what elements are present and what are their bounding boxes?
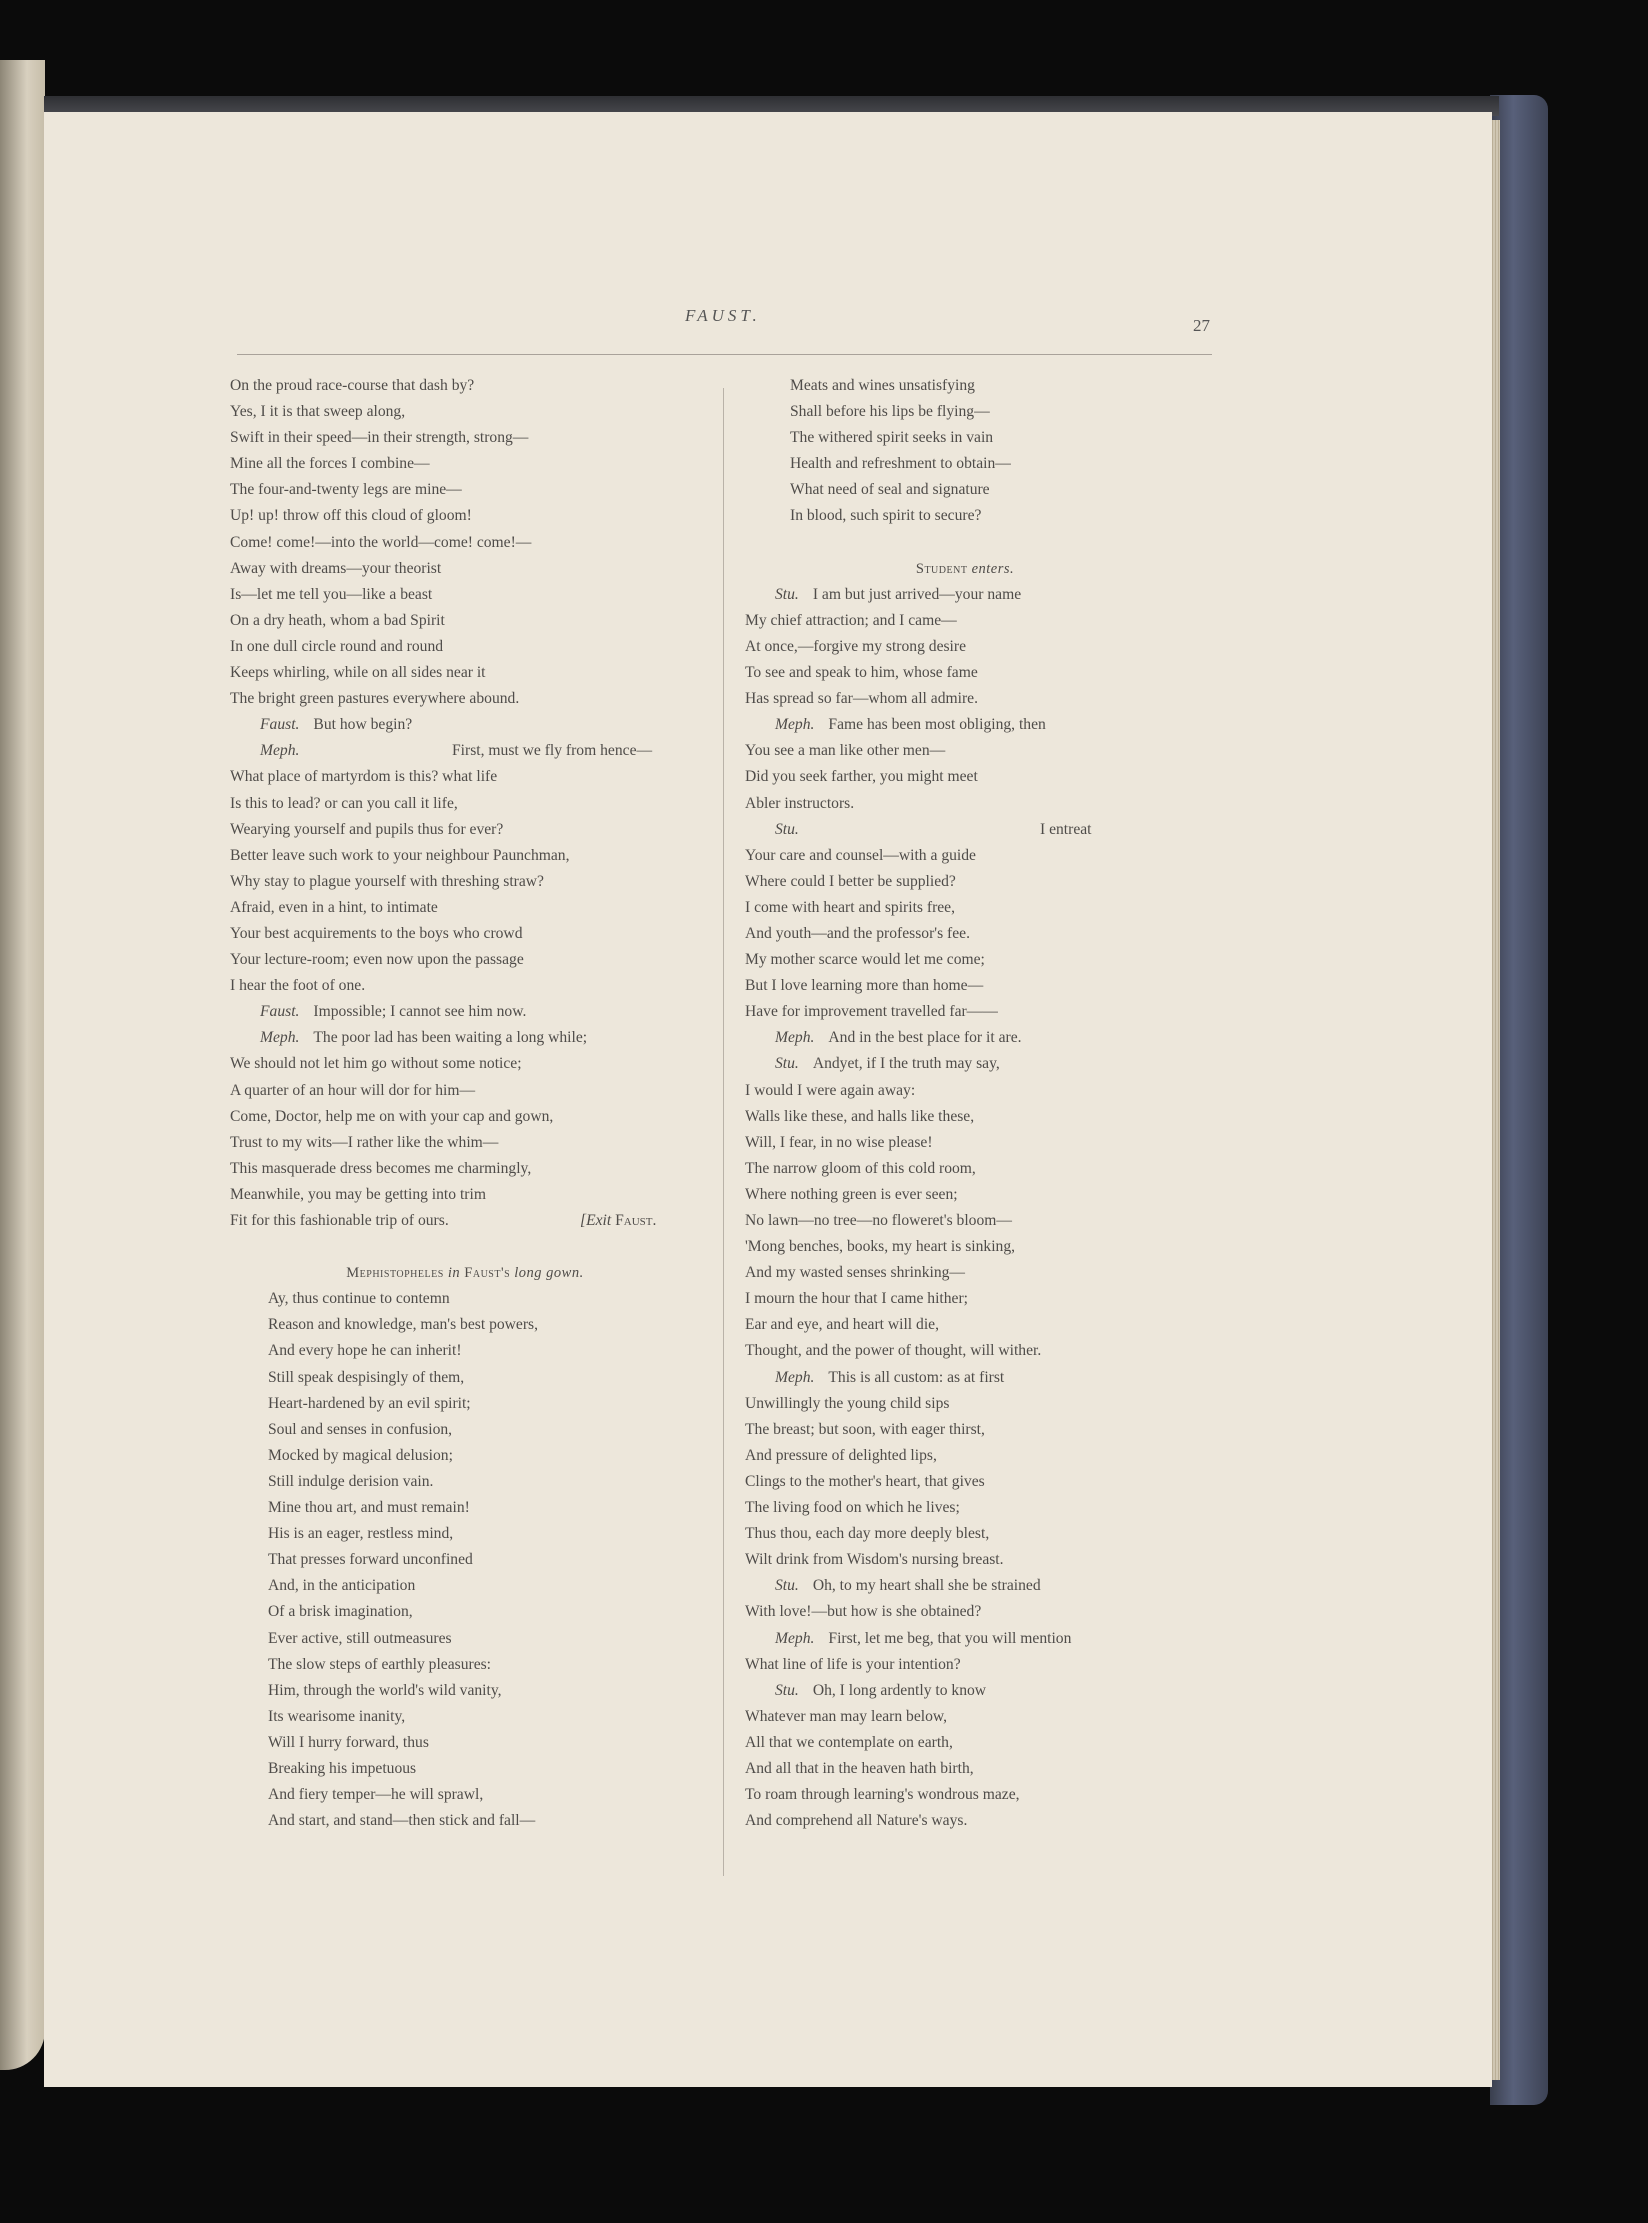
verse-line: But I love learning more than home— [745,977,984,995]
exit-line [230,1208,700,1234]
verse-line: The bright green pastures everywhere abound. [230,690,520,708]
verse-line: This masquerade dress becomes me charmingly, [230,1159,532,1177]
verse-line: Mine thou art, and must remain! [268,1499,470,1517]
verse-line: Soul and senses in confusion, [268,1420,453,1438]
speech-stu [745,1051,1185,1077]
verse-line: Afraid, even in a hint, to intimate [230,898,438,916]
speech-text: The poor lad has been waiting a long while; [313,1029,588,1047]
verse-line: Thought, and the power of thought, will wither. [745,1342,1042,1360]
speech-text: First, must we fly from hence— [452,742,653,760]
speech-meph [745,1365,1185,1391]
verse-line: Health and refreshment to obtain— [790,455,1011,473]
speech-text: And in the best place for it are. [828,1029,1022,1047]
verse-line: Did you seek farther, you might meet [745,768,978,786]
verse-line: Your lecture-room; even now upon the passage [230,951,524,969]
verse-block [745,1078,1185,1365]
verse-block [745,1704,1185,1834]
speaker: Meph. [260,742,300,760]
running-header [0,306,1648,336]
verse-line: You see a man like other men— [745,742,946,760]
verse-line: No lawn—no tree—no floweret's bloom— [745,1212,1012,1229]
verse-line: Still speak despisingly of them, [268,1368,465,1386]
verse-line: The living food on which he lives; [745,1499,960,1517]
verse-line: That presses forward unconfined [268,1551,473,1569]
verse-line: Your best acquirements to the boys who crowd [230,924,523,942]
speech-text: Fame has been most obliging, then [828,716,1046,734]
speech-meph [230,1025,700,1051]
speech-meph [230,738,700,764]
verse-block [230,764,700,999]
verse-line: Away with dreams—your theorist [230,559,442,577]
verse-line: Will I hurry forward, thus [268,1733,429,1751]
verse-line: 'Mong benches, books, my heart is sinking, [745,1238,1016,1256]
verse-block [745,373,1185,530]
verse-line: I would I were again away: [745,1081,916,1099]
verse-line: On a dry heath, whom a bad Spirit [230,611,445,629]
speech-faust [230,999,700,1025]
verse-line: To see and speak to him, whose fame [745,664,978,682]
verse-line: And pressure of delighted lips, [745,1446,937,1464]
verse-line: Where could I better be supplied? [745,872,956,890]
speaker: Faust. [260,1003,300,1021]
speech-text: This is all custom: as at first [828,1368,1005,1386]
running-title: FAUST. [685,306,761,325]
verse-line: And my wasted senses shrinking— [745,1264,966,1282]
verse-line: Why stay to plague yourself with threshing straw? [230,872,544,890]
speaker: Meph. [775,716,815,734]
verse-line: To roam through learning's wondrous maze, [745,1786,1020,1804]
verse-line: The breast; but soon, with eager thirst, [745,1420,985,1438]
verse-line: We should not let him go without some notice; [230,1055,522,1073]
verse-line: Keeps whirling, while on all sides near it [230,664,486,682]
speech-text: Impossible; I cannot see him now. [313,1003,527,1021]
verse-line: Come, Doctor, help me on with your cap and gown, [230,1107,554,1125]
verse-line: Unwillingly the young child sips [745,1394,950,1412]
verse-line: The narrow gloom of this cold room, [745,1159,976,1177]
page-number: 27 [1193,316,1210,335]
verse-line: Wearying yourself and pupils thus for ever? [230,820,504,838]
speech-text: Andyet, if I the truth may say, [812,1055,1000,1073]
speech-stu [745,1573,1185,1599]
line-text: Fit for this fashionable trip of ours. [230,1212,449,1229]
speaker: Stu. [775,820,799,838]
verse-block [745,1599,1185,1625]
verse-line: And, in the anticipation [268,1577,416,1595]
verse-line: Your care and counsel—with a guide [745,846,976,864]
verse-line: And all that in the heaven hath birth, [745,1759,974,1777]
speaker: Meph. [775,1368,815,1386]
verse-line: And fiery temper—he will sprawl, [268,1786,484,1804]
verse-line: Mine all the forces I combine— [230,455,430,473]
verse-line: On the proud race-course that dash by? [230,377,475,394]
verse-line: I mourn the hour that I came hither; [745,1290,969,1308]
verse-line: Whatever man may learn below, [745,1707,948,1725]
verse-line: The withered spirit seeks in vain [790,429,994,447]
speech-meph [745,1626,1185,1652]
verse-line: And every hope he can inherit! [268,1342,462,1360]
verse-line: In one dull circle round and round [230,637,444,655]
verse-line: My mother scarce would let me come; [745,951,985,969]
verse-block [745,608,1185,712]
verse-line: Thus thou, each day more deeply blest, [745,1525,990,1543]
verse-line: Clings to the mother's heart, that gives [745,1472,985,1490]
speech-text: Oh, to my heart shall she be strained [812,1577,1041,1595]
verse-line: My chief attraction; and I came— [745,611,957,629]
verse-block [745,1391,1185,1574]
speech-meph [745,1025,1185,1051]
verse-line: Shall before his lips be flying— [790,403,990,421]
speaker: Meph. [775,1029,815,1047]
verse-line: Wilt drink from Wisdom's nursing breast. [745,1551,1004,1569]
verse-block [230,1051,700,1208]
verse-line: And youth—and the professor's fee. [745,924,970,942]
verse-line: Ear and eye, and heart will die, [745,1316,939,1334]
verse-line: Walls like these, and halls like these, [745,1107,975,1125]
verse-line: And start, and stand—then stick and fall— [268,1812,536,1830]
verse-line: Of a brisk imagination, [268,1603,413,1621]
speech-text: Oh, I long ardently to know [812,1681,987,1699]
right-column [745,373,1185,1834]
verse-line: What need of seal and signature [790,481,990,499]
verse-line: All that we contemplate on earth, [745,1733,953,1751]
stage-direction: Student enters. [915,560,1015,577]
verse-line: And comprehend all Nature's ways. [745,1812,968,1830]
verse-line: Reason and knowledge, man's best powers, [268,1316,539,1334]
verse-line: Has spread so far—whom all admire. [745,690,978,708]
speaker: Faust. [260,716,300,734]
verse-line: What place of martyrdom is this? what life [230,768,498,786]
verse-line: The four-and-twenty legs are mine— [230,481,462,499]
verse-line: Ay, thus continue to contemn [268,1290,450,1308]
speech-stu [745,817,1185,843]
speech-stu [745,582,1185,608]
verse-line: Swift in their speed—in their strength, strong— [230,429,529,447]
speech-text: But how begin? [313,716,413,734]
speech-stu [745,1678,1185,1704]
verse-line: Is—let me tell you—like a beast [230,585,433,603]
verse-line: Its wearisome inanity, [268,1707,406,1725]
exit-direction: [Exit Faust. [580,1212,657,1229]
verse-line: Come! come!—into the world—come! come!— [230,533,532,551]
verse-line: Meats and wines unsatisfying [790,377,975,394]
speech-faust [230,712,700,738]
verse-block [745,1652,1185,1678]
speaker: Meph. [775,1629,815,1647]
verse-block [745,843,1185,1026]
verse-line: Meanwhile, you may be getting into trim [230,1185,486,1203]
verse-line: In blood, such spirit to secure? [790,507,982,525]
speaker: Stu. [775,1055,799,1073]
left-page-edge [0,60,45,2070]
verse-line: Him, through the world's wild vanity, [268,1681,502,1699]
speaker: Stu. [775,1577,799,1595]
verse-line: Will, I fear, in no wise please! [745,1133,933,1151]
verse-block [745,738,1185,816]
verse-block [230,373,700,712]
stage-direction: Mephistopheles in Faust's long gown. [346,1265,584,1282]
verse-line: Breaking his impetuous [268,1759,417,1777]
verse-line: With love!—but how is she obtained? [745,1603,982,1621]
verse-line: Mocked by magical delusion; [268,1446,453,1464]
verse-line: Ever active, still outmeasures [268,1629,452,1647]
column-rule [723,388,724,1876]
header-rule [237,354,1212,355]
speech-meph [745,712,1185,738]
verse-line: Better leave such work to your neighbour Paunchman, [230,846,570,864]
speaker: Meph. [260,1029,300,1047]
verse-line: His is an eager, restless mind, [268,1525,454,1543]
verse-block [230,1286,700,1834]
verse-line: Have for improvement travelled far—— [745,1003,998,1021]
verse-line: The slow steps of earthly pleasures: [268,1655,492,1673]
verse-line: I come with heart and spirits free, [745,898,956,916]
verse-line: Abler instructors. [745,794,855,812]
verse-line: Up! up! throw off this cloud of gloom! [230,507,472,525]
speech-text: I am but just arrived—your name [812,585,1022,603]
verse-line: I hear the foot of one. [230,977,366,995]
speech-text: First, let me beg, that you will mention [828,1629,1072,1647]
verse-line: Trust to my wits—I rather like the whim— [230,1133,499,1151]
speaker: Stu. [775,1681,799,1699]
verse-line: At once,—forgive my strong desire [745,637,967,655]
verse-line: Still indulge derision vain. [268,1472,434,1490]
left-column [230,373,700,1834]
speech-text: I entreat [1040,820,1092,838]
speaker: Stu. [775,585,799,603]
verse-line: Is this to lead? or can you call it life, [230,794,458,812]
verse-line: A quarter of an hour will dor for him— [230,1081,476,1099]
verse-line: Yes, I it is that sweep along, [230,403,406,421]
verse-line: Where nothing green is ever seen; [745,1185,958,1203]
verse-line: Heart-hardened by an evil spirit; [268,1394,471,1412]
verse-line: What line of life is your intention? [745,1655,961,1673]
